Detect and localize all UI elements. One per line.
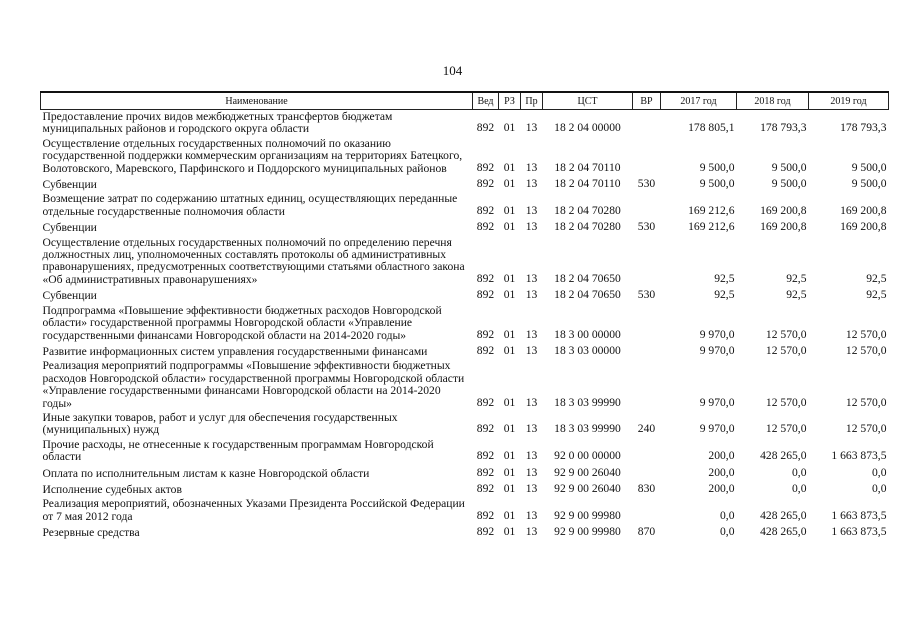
cell-rz: 01 [503,220,516,234]
cell-2018: 9 500,0 [771,160,807,174]
cell-cst: 92 9 00 26040 [554,465,621,479]
cell-ved: 892 [476,271,495,285]
cell-cst: 92 9 00 99980 [554,508,621,522]
cell-2019: 1 663 873,5 [831,525,887,539]
header-cst: ЦСТ [543,92,633,110]
cell-name: Субвенции [42,221,97,235]
header-2017: 2017 год [661,92,737,110]
cell-vr [633,343,661,359]
cell-name: Реализация мероприятий подпрограммы «Повышение эффективности бюджетных расходов Новгородской области» государственной программы Новгородской области «Управление государственными финансами Новгородской области на 2014-2020 годы» [42,359,465,410]
cell-vr [633,192,661,219]
cell-2019: 0,0 [872,465,887,479]
cell-2018: 169 200,8 [760,220,807,234]
cell-2019: 12 570,0 [845,422,887,436]
cell-cst: 18 2 04 70650 [554,288,621,302]
cell-2017: 92,5 [714,271,735,285]
cell-rz: 01 [503,525,516,539]
cell-2019: 1 663 873,5 [831,449,887,463]
cell-vr: 870 [637,525,656,539]
cell-2017: 200,0 [708,465,735,479]
cell-rz: 01 [503,422,516,436]
cell-cst: 18 3 00 00000 [554,327,621,341]
cell-2017: 9 970,0 [699,422,735,436]
cell-cst: 18 2 04 70280 [554,220,621,234]
cell-name: Развитие информационных систем управления государственными финансами [42,344,428,358]
cell-2018: 178 793,3 [760,121,807,135]
cell-ved: 892 [476,177,495,191]
header-ved: Вед [473,92,499,110]
cell-name: Прочие расходы, не отнесенные к государственным программам Новгородской области [42,437,434,464]
cell-2017: 9 500,0 [699,177,735,191]
cell-rz: 01 [503,449,516,463]
cell-2017: 169 212,6 [688,203,735,217]
table-row [41,481,889,497]
cell-name: Возмещение затрат по содержанию штатных единиц, осуществляющих переданные отдельные государственные полномочия области [42,192,458,218]
cell-cst: 92 0 00 00000 [554,449,621,463]
cell-cst: 92 9 00 99980 [554,525,621,539]
cell-2017: 200,0 [708,449,735,463]
header-2018: 2018 год [737,92,809,110]
table-row [41,236,889,288]
cell-vr: 240 [637,422,656,436]
cell-vr [633,304,661,343]
cell-2019: 9 500,0 [851,160,887,174]
cell-ved: 892 [476,343,495,357]
cell-pr: 13 [525,327,538,341]
table-row [41,497,889,524]
table-row [41,287,889,303]
cell-ved: 892 [476,525,495,539]
cell-2018: 92,5 [786,288,807,302]
cell-2018: 92,5 [786,271,807,285]
cell-2018: 12 570,0 [765,343,807,357]
cell-rz: 01 [503,343,516,357]
cell-vr [633,137,661,176]
table-row [41,137,889,176]
cell-rz: 01 [503,508,516,522]
cell-2018: 428 265,0 [760,525,807,539]
cell-2019: 92,5 [866,288,887,302]
cell-2018: 12 570,0 [765,395,807,409]
cell-2018: 9 500,0 [771,177,807,191]
page-number: 104 [442,63,463,78]
cell-rz: 01 [503,327,516,341]
cell-2017: 92,5 [714,288,735,302]
cell-name: Подпрограмма «Повышение эффективности бюджетных расходов Новгородской области» государственной программы Новгородской области «Управление государственными финансами Новгородской области на 2014-2020 годы» [42,303,442,342]
cell-ved: 892 [476,449,495,463]
cell-2018: 0,0 [792,481,807,495]
header-rz: РЗ [499,92,521,110]
table-header [41,92,889,110]
cell-rz: 01 [503,288,516,302]
cell-pr: 13 [525,343,538,357]
header-name: Наименование [41,92,473,110]
cell-cst: 18 3 03 99990 [554,422,621,436]
cell-2017: 200,0 [708,481,735,495]
cell-ved: 892 [476,220,495,234]
cell-rz: 01 [503,481,516,495]
cell-name: Оплата по исполнительным листам к казне Новгородской области [42,466,370,480]
table-body [41,110,889,541]
table-row [41,343,889,359]
cell-pr: 13 [525,525,538,539]
header-pr: Пр [521,92,543,110]
cell-pr: 13 [525,508,538,522]
header-2019: 2019 год [809,92,889,110]
cell-pr: 13 [525,481,538,495]
budget-table [40,91,889,541]
cell-2017: 0,0 [720,508,735,522]
table-row [41,304,889,343]
table-row [41,110,889,137]
cell-ved: 892 [476,508,495,522]
cell-2017: 0,0 [720,525,735,539]
cell-2017: 169 212,6 [688,220,735,234]
cell-vr [633,438,661,465]
cell-2019: 1 663 873,5 [831,508,887,522]
cell-2018: 12 570,0 [765,422,807,436]
cell-ved: 892 [476,288,495,302]
cell-rz: 01 [503,203,516,217]
cell-2017: 9 970,0 [699,327,735,341]
cell-rz: 01 [503,271,516,285]
cell-ved: 892 [476,465,495,479]
cell-2019: 12 570,0 [845,343,887,357]
cell-2019: 92,5 [866,271,887,285]
cell-2018: 428 265,0 [760,449,807,463]
cell-ved: 892 [476,481,495,495]
cell-pr: 13 [525,220,538,234]
cell-2018: 12 570,0 [765,327,807,341]
cell-2017: 9 970,0 [699,395,735,409]
cell-2017: 9 500,0 [699,160,735,174]
cell-vr [633,465,661,481]
cell-rz: 01 [503,121,516,135]
cell-name: Осуществление отдельных государственных полномочий по оказанию государственной поддержки коммерческим организациям на территориях Батецкого, Волотовского, Маревского, Парфинского и Поддорского муниципальных районов [42,136,463,175]
cell-cst: 18 2 04 70650 [554,271,621,285]
table-row [41,176,889,192]
cell-name: Резервные средства [42,526,140,540]
cell-ved: 892 [476,121,495,135]
cell-2017: 9 970,0 [699,343,735,357]
cell-2019: 12 570,0 [845,327,887,341]
cell-cst: 18 2 04 70280 [554,203,621,217]
cell-cst: 18 3 03 00000 [554,343,621,357]
table-row [41,524,889,540]
cell-cst: 92 9 00 26040 [554,481,621,495]
table-row [41,192,889,219]
cell-2019: 169 200,8 [840,203,887,217]
cell-pr: 13 [525,288,538,302]
cell-ved: 892 [476,422,495,436]
cell-pr: 13 [525,177,538,191]
cell-2017: 178 805,1 [688,121,735,135]
cell-pr: 13 [525,422,538,436]
cell-ved: 892 [476,395,495,409]
cell-pr: 13 [525,449,538,463]
cell-2018: 428 265,0 [760,508,807,522]
cell-name: Предоставление прочих видов межбюджетных трансфертов бюджетам муниципальных районов и городского округа области [42,110,393,136]
cell-2019: 178 793,3 [840,121,887,135]
cell-vr: 530 [637,288,656,302]
cell-pr: 13 [525,203,538,217]
cell-vr [633,497,661,524]
cell-rz: 01 [503,395,516,409]
cell-ved: 892 [476,327,495,341]
table-row [41,438,889,465]
cell-vr [633,110,661,137]
cell-pr: 13 [525,271,538,285]
cell-2018: 0,0 [792,465,807,479]
table-row [41,411,889,438]
cell-pr: 13 [525,160,538,174]
cell-vr: 530 [637,177,656,191]
cell-cst: 18 2 04 70110 [554,177,621,191]
cell-vr [633,359,661,411]
cell-2019: 169 200,8 [840,220,887,234]
cell-name: Иные закупки товаров, работ и услуг для обеспечения государственных (муниципальных) нужд [42,410,398,437]
cell-ved: 892 [476,203,495,217]
cell-2019: 0,0 [872,481,887,495]
table-row [41,219,889,235]
cell-name: Реализация мероприятий, обозначенных Указами Президента Российской Федерации от 7 мая 2012 года [42,497,465,523]
cell-pr: 13 [525,121,538,135]
cell-pr: 13 [525,465,538,479]
cell-vr: 830 [637,481,656,495]
cell-pr: 13 [525,395,538,409]
cell-name: Субвенции [42,178,97,192]
cell-vr [633,236,661,288]
table-row [41,465,889,481]
cell-2018: 169 200,8 [760,203,807,217]
cell-name: Осуществление отдельных государственных полномочий по определению перечня должностных лиц, уполномоченных составлять протоколы об административных правонарушениях, предусмотренных соответствующими статьями областного закона «Об административных правонарушениях» [42,235,465,286]
cell-rz: 01 [503,465,516,479]
cell-cst: 18 3 03 99990 [554,395,621,409]
cell-ved: 892 [476,160,495,174]
table-row [41,359,889,411]
cell-name: Исполнение судебных актов [42,482,182,496]
cell-rz: 01 [503,177,516,191]
cell-vr: 530 [637,220,656,234]
cell-rz: 01 [503,160,516,174]
header-vr: ВР [633,92,661,110]
cell-cst: 18 2 04 70110 [554,160,621,174]
cell-2019: 9 500,0 [851,177,887,191]
cell-name: Субвенции [42,289,97,303]
cell-2019: 12 570,0 [845,395,887,409]
cell-cst: 18 2 04 00000 [554,121,621,135]
